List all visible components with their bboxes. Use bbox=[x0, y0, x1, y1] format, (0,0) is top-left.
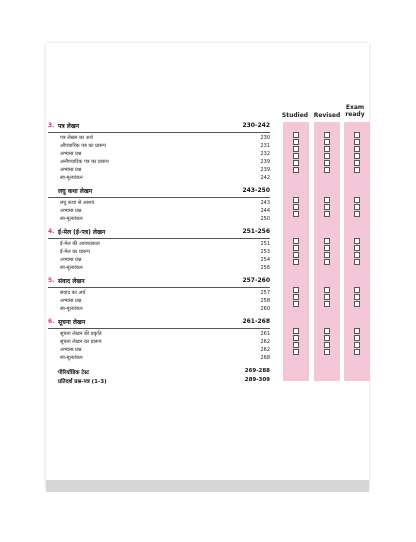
section-number: 6. bbox=[48, 318, 55, 325]
studied-header: Studied bbox=[281, 112, 309, 119]
toc-item-page: 253 bbox=[260, 249, 270, 255]
toc-item-page: 232 bbox=[260, 151, 270, 157]
exam-ready-checkbox-group bbox=[352, 197, 363, 218]
exam-ready-checkbox[interactable] bbox=[354, 153, 360, 159]
toc-item bbox=[48, 346, 270, 354]
toc-section bbox=[48, 122, 270, 182]
toc-item bbox=[48, 240, 270, 248]
toc-item bbox=[48, 174, 270, 182]
toc-item-label: अभ्यास प्रश्न bbox=[60, 257, 82, 263]
toc-item bbox=[48, 207, 270, 215]
exam-ready-checkbox[interactable] bbox=[354, 245, 360, 251]
studied-checkbox[interactable] bbox=[293, 328, 299, 334]
toc-item-page: 244 bbox=[260, 208, 270, 214]
revised-checkbox[interactable] bbox=[324, 335, 330, 341]
revised-checkbox[interactable] bbox=[324, 139, 330, 145]
section-title: सूचना लेखन bbox=[58, 319, 86, 326]
section-title: लघु कथा लेखन bbox=[58, 188, 93, 195]
revised-checkbox[interactable] bbox=[324, 259, 330, 265]
section-divider bbox=[48, 132, 270, 133]
section-title: ई-मेल (ई-पत्र) लेखन bbox=[58, 229, 106, 236]
toc-item-page: 260 bbox=[260, 306, 270, 312]
toc-item-label: औपचारिक पत्र का प्रारूप bbox=[60, 143, 106, 149]
toc-item-label: ई-मेल की आवश्यकता bbox=[60, 241, 100, 247]
section-divider bbox=[48, 197, 270, 198]
exam-ready-checkbox[interactable] bbox=[354, 146, 360, 152]
toc-item bbox=[48, 305, 270, 313]
revised-checkbox[interactable] bbox=[324, 245, 330, 251]
exam-ready-checkbox[interactable] bbox=[354, 259, 360, 265]
studied-checkbox[interactable] bbox=[293, 139, 299, 145]
section-number: 3. bbox=[48, 122, 55, 129]
exam-ready-checkbox-group bbox=[352, 287, 363, 308]
exam-ready-header-line1: Exam bbox=[345, 104, 365, 111]
studied-checkbox[interactable] bbox=[293, 349, 299, 355]
toc-item-page: 268 bbox=[260, 355, 270, 361]
toc-item bbox=[48, 248, 270, 256]
revised-checkbox-group bbox=[322, 328, 333, 356]
toc-item-label: ई-मेल का प्रारूप bbox=[60, 249, 90, 255]
toc-item bbox=[48, 338, 270, 346]
toc-item-page: 230 bbox=[260, 135, 270, 141]
toc-item-label: संवाद का अर्थ bbox=[60, 290, 86, 296]
revised-checkbox[interactable] bbox=[324, 342, 330, 348]
toc-item bbox=[48, 166, 270, 174]
toc-item-label: अभ्यास प्रश्न bbox=[60, 298, 82, 304]
exam-ready-checkbox[interactable] bbox=[354, 167, 360, 173]
revised-checkbox-group bbox=[322, 238, 333, 266]
section-heading bbox=[48, 228, 270, 237]
studied-checkbox-group bbox=[291, 132, 302, 174]
section-page-range: 230-242 bbox=[242, 122, 270, 129]
exam-ready-checkbox[interactable] bbox=[354, 349, 360, 355]
toc-item-label: अनौपचारिक पत्र का प्रारूप bbox=[60, 159, 109, 165]
toc-section bbox=[48, 187, 270, 223]
toc-item-page: 242 bbox=[260, 175, 270, 181]
toc-section bbox=[48, 318, 270, 362]
toc-item-label: स्व-मूल्यांकन bbox=[60, 175, 83, 181]
revised-header: Revised bbox=[313, 112, 341, 119]
toc-item bbox=[48, 199, 270, 207]
sample-papers-entry bbox=[48, 376, 270, 385]
revised-checkbox[interactable] bbox=[324, 167, 330, 173]
toc-item-page: 257 bbox=[260, 290, 270, 296]
exam-ready-checkbox[interactable] bbox=[354, 211, 360, 217]
exam-ready-checkbox[interactable] bbox=[354, 252, 360, 258]
toc-item bbox=[48, 215, 270, 223]
studied-checkbox[interactable] bbox=[293, 146, 299, 152]
section-number: 5. bbox=[48, 277, 55, 284]
toc-item-page: 262 bbox=[260, 347, 270, 353]
section-title: संवाद लेखन bbox=[58, 278, 85, 285]
studied-checkbox[interactable] bbox=[293, 197, 299, 203]
exam-ready-checkbox[interactable] bbox=[354, 328, 360, 334]
exam-ready-checkbox[interactable] bbox=[354, 197, 360, 203]
section-page-range: 261-268 bbox=[242, 318, 270, 325]
revised-checkbox[interactable] bbox=[324, 238, 330, 244]
revised-checkbox-group bbox=[322, 287, 333, 308]
studied-checkbox[interactable] bbox=[293, 153, 299, 159]
revised-checkbox[interactable] bbox=[324, 211, 330, 217]
toc-item-page: 231 bbox=[260, 143, 270, 149]
revised-checkbox[interactable] bbox=[324, 328, 330, 334]
studied-checkbox[interactable] bbox=[293, 287, 299, 293]
page-footer-bar bbox=[46, 480, 369, 492]
exam-ready-checkbox-group bbox=[352, 238, 363, 266]
studied-checkbox-group bbox=[291, 197, 302, 218]
toc-item-page: 262 bbox=[260, 339, 270, 345]
table-of-contents bbox=[48, 122, 270, 385]
section-heading bbox=[48, 318, 270, 327]
toc-item bbox=[48, 134, 270, 142]
revised-checkbox[interactable] bbox=[324, 132, 330, 138]
studied-checkbox[interactable] bbox=[293, 252, 299, 258]
studied-checkbox[interactable] bbox=[293, 342, 299, 348]
studied-checkbox[interactable] bbox=[293, 301, 299, 307]
section-divider bbox=[48, 328, 270, 329]
toc-item-label: स्व-मूल्यांकन bbox=[60, 355, 83, 361]
revised-checkbox-group bbox=[322, 132, 333, 174]
exam-ready-header bbox=[342, 104, 368, 118]
extra-title: पीरियॉडिक टेस्ट bbox=[58, 370, 90, 376]
toc-item-page: 261 bbox=[260, 331, 270, 337]
studied-checkbox[interactable] bbox=[293, 238, 299, 244]
toc-item-label: लघु कथा से आशय bbox=[60, 200, 95, 206]
section-number: 4. bbox=[48, 228, 55, 235]
toc-item-page: 250 bbox=[260, 216, 270, 222]
studied-checkbox-group bbox=[291, 238, 302, 266]
extra-page-range: 269-288 bbox=[244, 368, 270, 374]
section-heading bbox=[48, 187, 270, 196]
studied-checkbox[interactable] bbox=[293, 259, 299, 265]
toc-item-label: सूचना लेखन का प्रारूप bbox=[60, 339, 102, 345]
toc-item-page: 256 bbox=[260, 265, 270, 271]
revised-checkbox[interactable] bbox=[324, 146, 330, 152]
exam-ready-checkbox[interactable] bbox=[354, 287, 360, 293]
revised-checkbox-group bbox=[322, 197, 333, 218]
exam-ready-checkbox[interactable] bbox=[354, 335, 360, 341]
section-title: पत्र लेखन bbox=[58, 123, 80, 130]
revised-checkbox[interactable] bbox=[324, 197, 330, 203]
toc-item-label: स्व-मूल्यांकन bbox=[60, 265, 83, 271]
periodic-test-entry bbox=[48, 367, 270, 376]
studied-checkbox[interactable] bbox=[293, 132, 299, 138]
revised-checkbox[interactable] bbox=[324, 287, 330, 293]
toc-item-page: 239 bbox=[260, 159, 270, 165]
toc-item bbox=[48, 264, 270, 272]
toc-item bbox=[48, 150, 270, 158]
exam-ready-checkbox[interactable] bbox=[354, 132, 360, 138]
toc-item-label: सूचना लेखन की प्रकृति bbox=[60, 331, 102, 337]
toc-item-label: अभ्यास प्रश्न bbox=[60, 167, 82, 173]
studied-checkbox[interactable] bbox=[293, 211, 299, 217]
section-page-range: 251-256 bbox=[242, 228, 270, 235]
toc-item-label: अभ्यास प्रश्न bbox=[60, 208, 82, 214]
revised-checkbox[interactable] bbox=[324, 160, 330, 166]
toc-item-page: 243 bbox=[260, 200, 270, 206]
exam-ready-checkbox[interactable] bbox=[354, 204, 360, 210]
toc-item bbox=[48, 297, 270, 305]
extra-title: प्रतिदर्श प्रश्न-पत्र (1-3) bbox=[58, 379, 107, 385]
toc-item-label: पत्र लेखन का अर्थ bbox=[60, 135, 93, 141]
section-heading bbox=[48, 122, 270, 131]
section-heading bbox=[48, 277, 270, 286]
toc-item bbox=[48, 158, 270, 166]
toc-item-page: 254 bbox=[260, 257, 270, 263]
toc-section bbox=[48, 228, 270, 272]
toc-item bbox=[48, 330, 270, 338]
revised-checkbox[interactable] bbox=[324, 294, 330, 300]
toc-item-label: स्व-मूल्यांकन bbox=[60, 216, 83, 222]
exam-ready-checkbox[interactable] bbox=[354, 160, 360, 166]
studied-checkbox[interactable] bbox=[293, 335, 299, 341]
toc-section bbox=[48, 277, 270, 313]
exam-ready-header-line2: ready bbox=[345, 111, 365, 118]
exam-ready-checkbox[interactable] bbox=[354, 238, 360, 244]
studied-checkbox[interactable] bbox=[293, 204, 299, 210]
toc-item bbox=[48, 289, 270, 297]
toc-item bbox=[48, 142, 270, 150]
toc-item-page: 251 bbox=[260, 241, 270, 247]
revised-checkbox[interactable] bbox=[324, 349, 330, 355]
toc-item-page: 258 bbox=[260, 298, 270, 304]
toc-item-label: अभ्यास प्रश्न bbox=[60, 151, 82, 157]
toc-item bbox=[48, 256, 270, 264]
revised-checkbox[interactable] bbox=[324, 204, 330, 210]
studied-checkbox-group bbox=[291, 328, 302, 356]
studied-checkbox[interactable] bbox=[293, 294, 299, 300]
studied-checkbox[interactable] bbox=[293, 167, 299, 173]
studied-checkbox-group bbox=[291, 287, 302, 308]
exam-ready-checkbox-group bbox=[352, 132, 363, 174]
exam-ready-checkbox[interactable] bbox=[354, 139, 360, 145]
revised-checkbox[interactable] bbox=[324, 153, 330, 159]
exam-ready-checkbox[interactable] bbox=[354, 342, 360, 348]
exam-ready-checkbox-group bbox=[352, 328, 363, 356]
studied-checkbox[interactable] bbox=[293, 245, 299, 251]
toc-item-label: स्व-मूल्यांकन bbox=[60, 306, 83, 312]
section-page-range: 243-250 bbox=[242, 187, 270, 194]
section-divider bbox=[48, 287, 270, 288]
extra-page-range: 289-309 bbox=[244, 377, 270, 383]
toc-item bbox=[48, 354, 270, 362]
exam-ready-checkbox[interactable] bbox=[354, 301, 360, 307]
section-page-range: 257-260 bbox=[242, 277, 270, 284]
toc-item-page: 239 bbox=[260, 167, 270, 173]
section-divider bbox=[48, 238, 270, 239]
studied-checkbox[interactable] bbox=[293, 160, 299, 166]
exam-ready-checkbox[interactable] bbox=[354, 294, 360, 300]
toc-item-label: अभ्यास प्रश्न bbox=[60, 347, 82, 353]
revised-checkbox[interactable] bbox=[324, 301, 330, 307]
revised-checkbox[interactable] bbox=[324, 252, 330, 258]
